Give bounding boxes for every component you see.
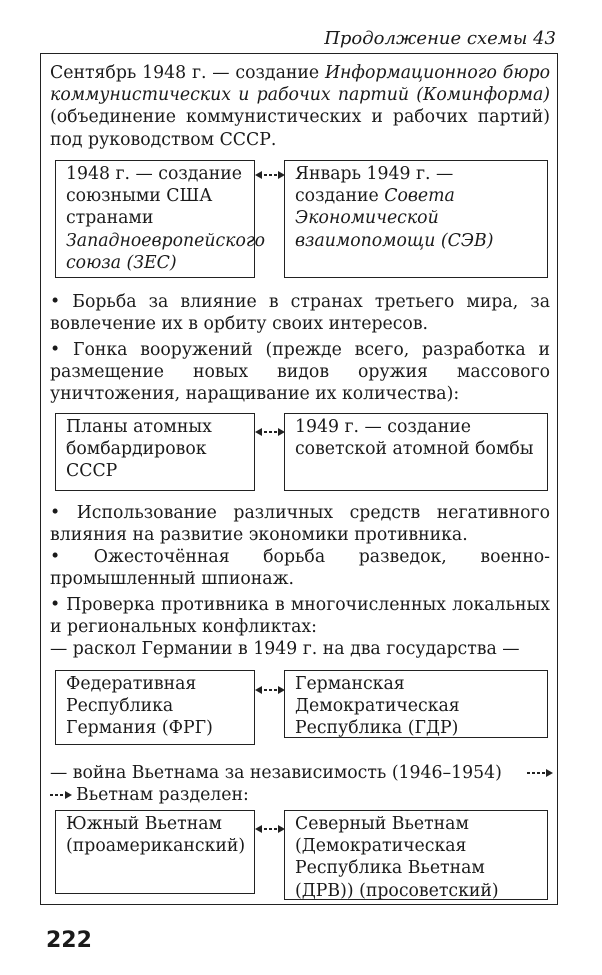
bullet-arms-race: • Гонка вооружений (прежде всего, разработка и размещение новых видов оружия массового уничтожения, наращивание их количества): (50, 339, 550, 406)
bombing-plans-box: Планы атомных бомбардировок СССР (55, 413, 255, 491)
bullet-third-world: • Борьба за влияние в странах третьего мира, за вовлечение их в орбиту своих интересов. (50, 291, 550, 335)
zes-box: 1948 г. — создание союзными США странами Западноевропейского союза (ЗЕС) (55, 160, 255, 278)
continuation-header: Продолжение схемы 43 (324, 28, 556, 49)
arrow-right-icon (527, 767, 553, 779)
north-vietnam-box: Северный Вьетнам (Демократическая Республика Вьетнам (ДРВ)) (просоветский) (284, 810, 548, 900)
sev-box: Январь 1949 г. — создание Совета Экономической взаимопомощи (СЭВ) (284, 160, 548, 278)
bullet-intelligence: • Ожесточённая борьба разведок, военно-промышленный шпионаж. (50, 546, 550, 590)
bullet-economy: • Использование различных средств негативного влияния на развитие экономики противника. (50, 502, 550, 546)
vietnam-war-line: — война Вьетнама за независимость (1946–1954) (50, 763, 502, 783)
intro-paragraph: Сентябрь 1948 г. — создание Информационного бюро коммунистических и рабочих партий (Коминформа) (объединение коммунистических и рабочих партий) под руководством СССР. (50, 63, 551, 150)
atomic-bomb-box: 1949 г. — создание советской атомной бомбы (284, 413, 548, 491)
frg-box: Федеративная Республика Германия (ФРГ) (55, 670, 255, 745)
double-arrow-icon (255, 822, 285, 836)
germany-line: — раскол Германии в 1949 г. на два государства — (50, 639, 520, 659)
bullet-conflicts: • Проверка противника в многочисленных локальных и региональных конфликтах: (50, 594, 550, 638)
double-arrow-icon (255, 425, 285, 439)
south-vietnam-box: Южный Вьетнам (проамериканский) (55, 810, 255, 894)
vietnam-divided-line: Вьетнам разделен: (76, 785, 249, 805)
gdr-box: Германская Демократическая Республика (ГДР) (284, 670, 548, 738)
double-arrow-icon (255, 683, 285, 697)
double-arrow-icon (255, 168, 285, 182)
page-number: 222 (46, 928, 92, 953)
arrow-right-icon (50, 789, 72, 801)
